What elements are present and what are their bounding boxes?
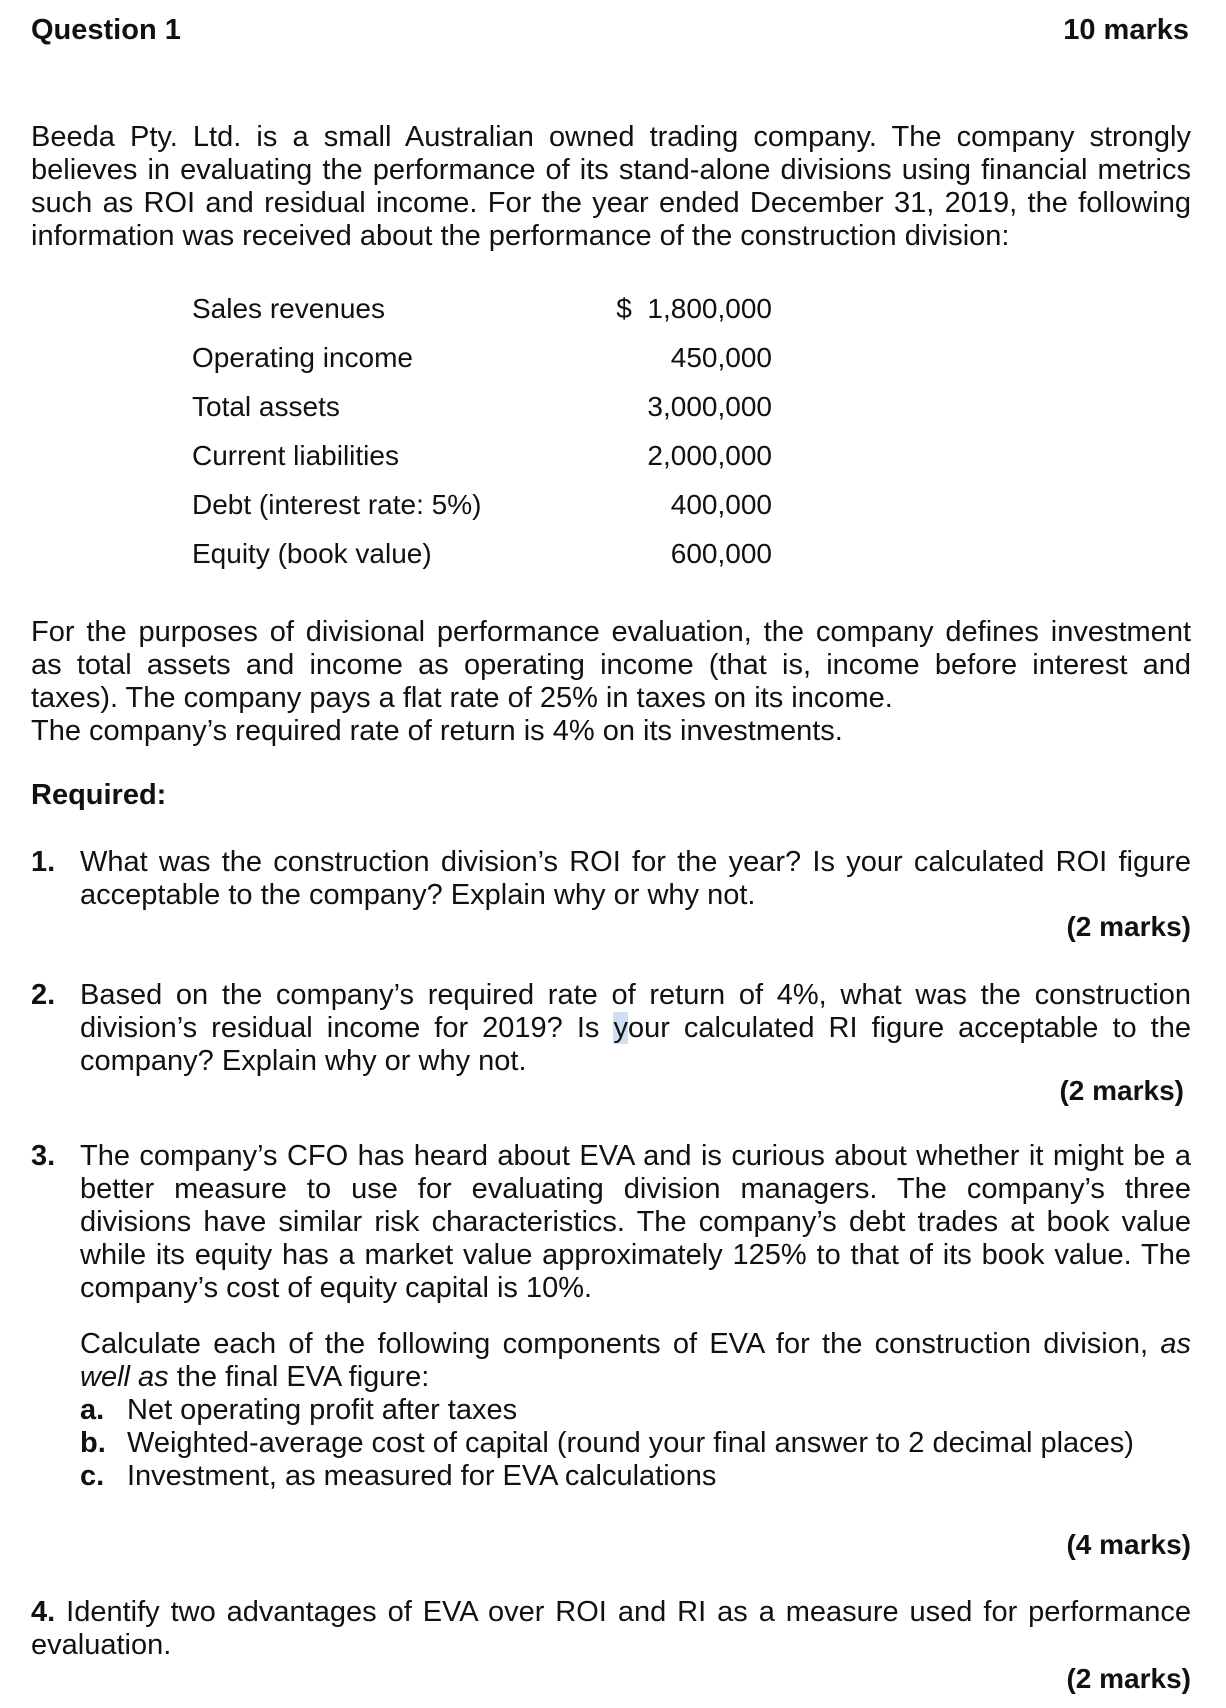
instruction-text-part: Calculate each of the following components of EVA for the construction division,	[80, 1328, 1161, 1360]
list-item-letter: a.	[80, 1394, 105, 1426]
question-text: The company’s CFO has heard about EVA and is curious about whether it might be a better measure to use for evaluating division managers. The company’s three divisions have similar risk characteristics. The company’s debt trades at book value while its equity has a market value approximately 125% to that of its book value. The company’s cost of equity capital is 10%.	[80, 1140, 1191, 1304]
question-number: 2.	[31, 979, 56, 1011]
financial-row	[192, 390, 772, 439]
list-item	[80, 1427, 1191, 1460]
question-text: What was the construction division’s ROI for the year? Is your calculated ROI figure acceptable to the company? Explain why or why not.	[80, 846, 1191, 911]
list-item	[80, 1460, 1191, 1493]
instruction-text-italic: as well as	[80, 1328, 1191, 1393]
question-2	[31, 979, 1191, 1078]
financials-table	[192, 292, 772, 586]
question-4	[31, 1596, 1191, 1662]
financial-value: 450,000	[670, 342, 772, 373]
financial-row	[192, 488, 772, 537]
text-selection-highlight: y	[613, 1012, 628, 1044]
instruction-text-part: the final EVA figure:	[168, 1361, 430, 1393]
question-text	[31, 1596, 1191, 1662]
financial-label: Debt (interest rate: 5%)	[192, 489, 482, 520]
list-item	[80, 1394, 1191, 1427]
financial-value: 2,000,000	[647, 440, 772, 471]
eva-components-list	[80, 1394, 1191, 1493]
financial-value: 3,000,000	[647, 391, 772, 422]
list-item-text: Net operating profit after taxes	[127, 1394, 518, 1426]
question-3	[31, 1140, 1191, 1493]
list-item-text: Investment, as measured for EVA calculations	[127, 1460, 717, 1492]
financial-row	[192, 537, 772, 586]
financial-value: $ 1,800,000	[616, 293, 772, 324]
question-number: 4.	[31, 1596, 56, 1628]
financial-label: Sales revenues	[192, 293, 386, 324]
financial-label: Operating income	[192, 342, 414, 373]
question-label: Question 1	[31, 14, 181, 46]
question-number: 1.	[31, 846, 56, 878]
intro-paragraph: Beeda Pty. Ltd. is a small Australian owned trading company. The company strongly believes in evaluating the performance of its stand-alone divisions using financial metrics such as ROI and residual income. For the year ended December 31, 2019, the following information was received about the performance of the construction division:	[31, 121, 1191, 252]
financial-value: 400,000	[670, 489, 772, 520]
question-2-marks: (2 marks)	[1059, 1075, 1184, 1106]
list-item-letter: c.	[80, 1460, 105, 1492]
eva-instructions	[80, 1328, 1191, 1394]
question-1	[31, 846, 1191, 912]
financial-value: 600,000	[670, 538, 772, 569]
financial-row	[192, 341, 772, 390]
question-3-marks: (4 marks)	[1066, 1529, 1191, 1560]
financial-row	[192, 439, 772, 488]
financial-label: Equity (book value)	[192, 538, 432, 569]
financial-row	[192, 292, 772, 341]
question-text-part: Identify two advantages of EVA over ROI and RI as a measure used for performance evaluation.	[31, 1596, 1191, 1661]
financial-label: Current liabilities	[192, 440, 399, 471]
total-marks: 10 marks	[1063, 14, 1189, 46]
question-text-part: Based on the company’s required rate of return of 4%, what was the construction division’s residual income for 2019? Is	[80, 979, 1191, 1044]
list-item-text: Weighted-average cost of capital (round your final answer to 2 decimal places)	[127, 1427, 1134, 1459]
question-text	[80, 979, 1191, 1078]
financial-label: Total assets	[192, 391, 340, 422]
question-1-marks: (2 marks)	[1066, 911, 1191, 942]
required-rate-paragraph: The company’s required rate of return is 4% on its investments.	[31, 715, 843, 747]
question-text-part: our calculated RI figure acceptable to the company? Explain why or why not.	[80, 1012, 1191, 1077]
list-item-letter: b.	[80, 1427, 106, 1459]
definitions-paragraph: For the purposes of divisional performance evaluation, the company defines investment as total assets and income as operating income (that is, income before interest and taxes). The company pays a flat rate of 25% in taxes on its income.	[31, 616, 1191, 714]
question-4-marks: (2 marks)	[1066, 1663, 1191, 1694]
required-heading: Required:	[31, 779, 167, 811]
question-number: 3.	[31, 1140, 56, 1172]
